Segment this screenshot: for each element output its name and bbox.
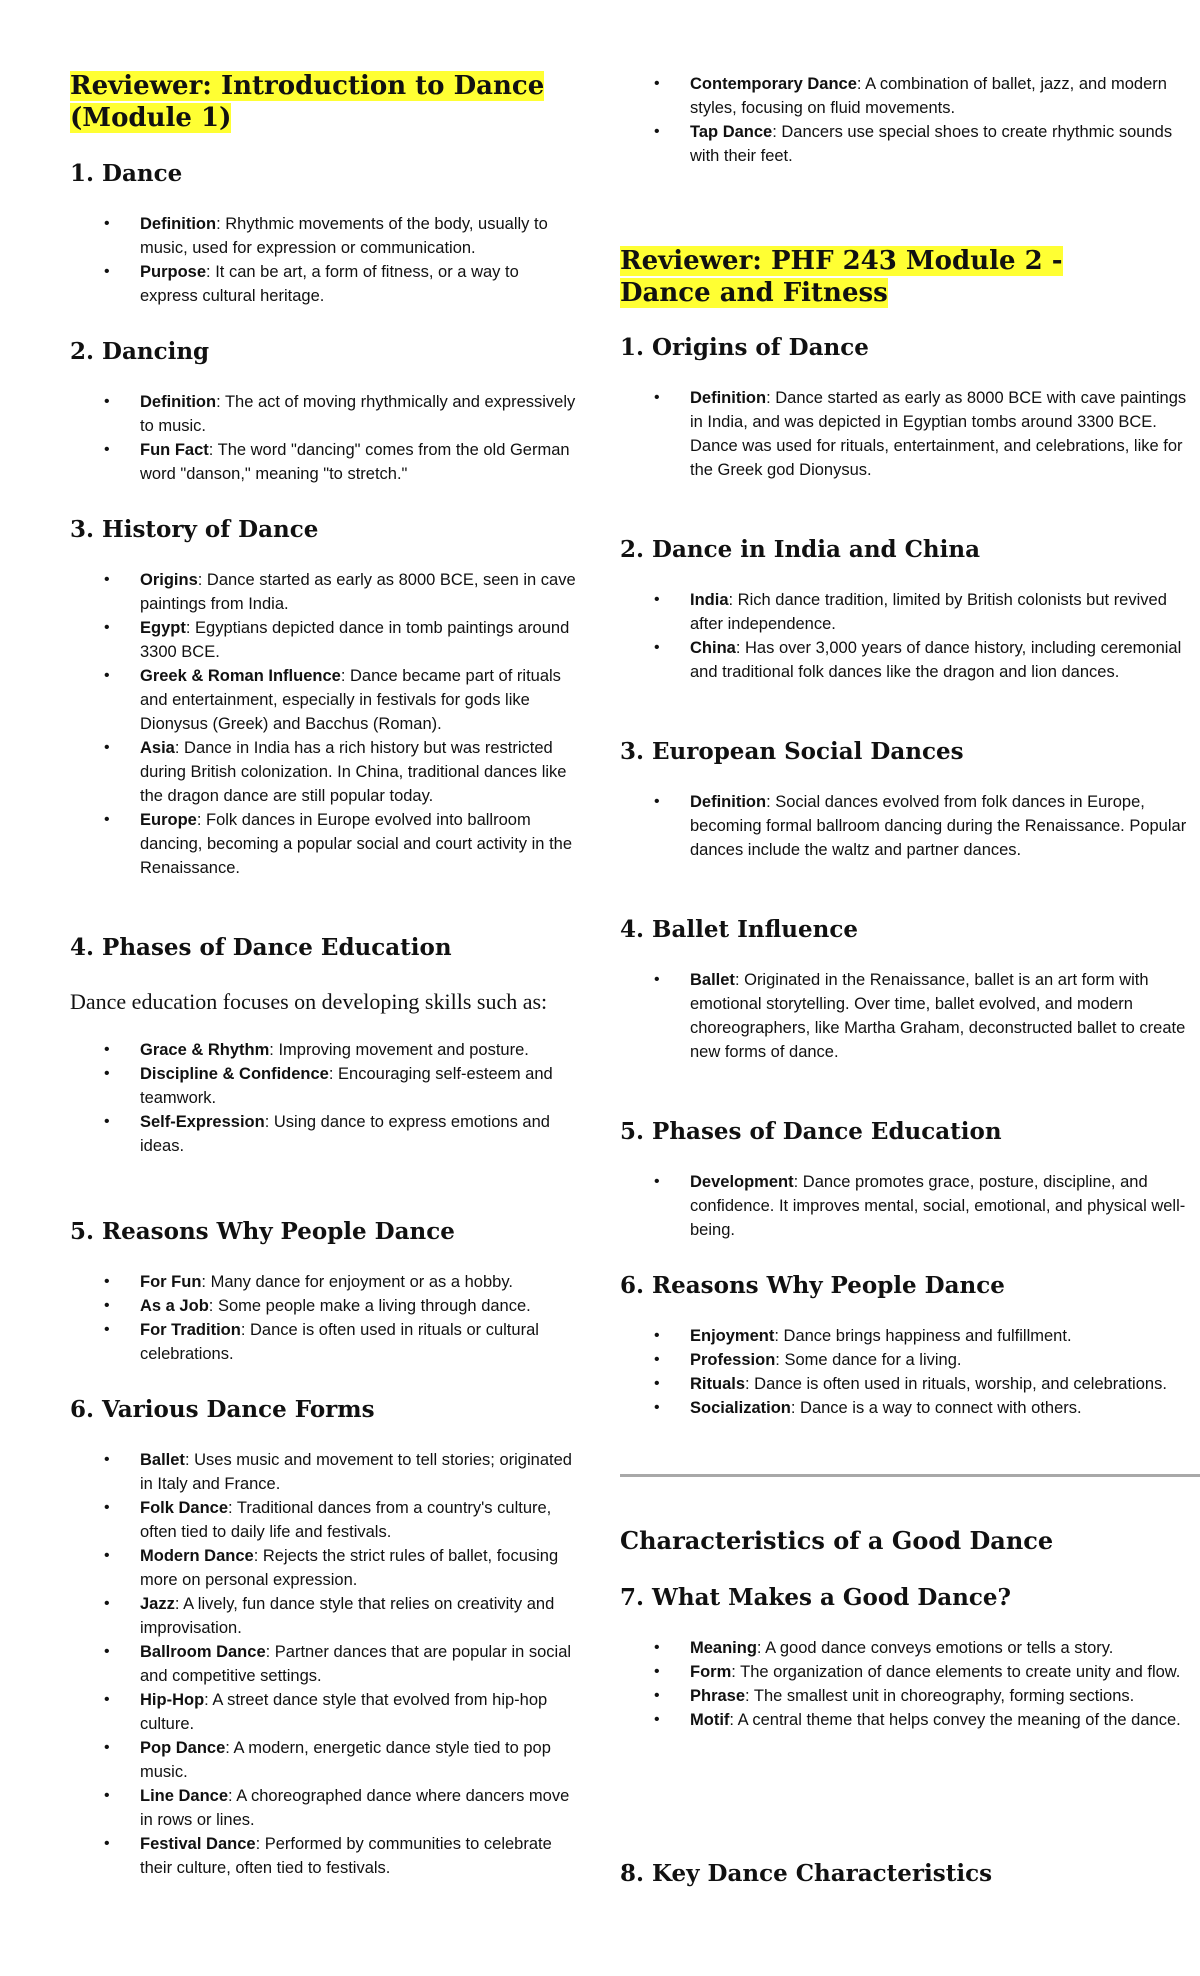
list-item: • Development: Dance promotes grace, posture, discipline, and confidence. It improves mental, social, emotional, and physical well-being.	[690, 1170, 1200, 1242]
section-heading: 4. Ballet Influence	[620, 916, 859, 943]
list-item: • Socialization: Dance is a way to connect with others.	[690, 1396, 1200, 1420]
continued-dance-forms	[620, 72, 1200, 168]
list-item: • Jazz: A lively, fun dance style that relies on creativity and improvisation.	[140, 1592, 580, 1640]
bullet-list	[620, 1636, 1200, 1732]
list-item: • Modern Dance: Rejects the strict rules of ballet, focusing more on personal expression.	[140, 1544, 580, 1592]
list-item: • Hip-Hop: A street dance style that evolved from hip-hop culture.	[140, 1688, 580, 1736]
list-item: • India: Rich dance tradition, limited by British colonists but revived after independence.	[690, 588, 1200, 636]
page-title: Characteristics of a Good Dance	[620, 1526, 1054, 1555]
bullet-list	[620, 1324, 1200, 1420]
document-title-module-1	[70, 70, 580, 134]
characteristics-title	[620, 1526, 1200, 1556]
title-line-1: Reviewer: Introduction to Dance	[70, 71, 545, 101]
list-item: • Line Dance: A choreographed dance where dancers move in rows or lines.	[140, 1784, 580, 1832]
list-item: • Motif: A central theme that helps convey the meaning of the dance.	[690, 1708, 1200, 1732]
list-item: • Phrase: The smallest unit in choreography, forming sections.	[690, 1684, 1200, 1708]
list-item: • Self-Expression: Using dance to express emotions and ideas.	[140, 1110, 580, 1158]
section-ballet-influence	[620, 916, 1200, 1064]
list-item: • Profession: Some dance for a living.	[690, 1348, 1200, 1372]
list-item: • Rituals: Dance is often used in rituals, worship, and celebrations.	[690, 1372, 1200, 1396]
list-item: • Origins: Dance started as early as 8000 BCE, seen in cave paintings from India.	[140, 568, 580, 616]
section-heading: 6. Various Dance Forms	[70, 1396, 375, 1423]
bullet-list	[620, 386, 1200, 482]
bullet-list	[620, 588, 1200, 684]
list-item: • Pop Dance: A modern, energetic dance style tied to pop music.	[140, 1736, 580, 1784]
list-item: • Form: The organization of dance elements to create unity and flow.	[690, 1660, 1200, 1684]
list-item: • Egypt: Egyptians depicted dance in tomb paintings around 3300 BCE.	[140, 616, 580, 664]
list-item: • Definition: Rhythmic movements of the body, usually to music, used for expression or communication.	[140, 212, 580, 260]
section-heading: 1. Origins of Dance	[620, 334, 869, 361]
section-reasons-why-people-dance	[70, 1218, 580, 1366]
list-item: • Ballet: Uses music and movement to tell stories; originated in Italy and France.	[140, 1448, 580, 1496]
section-phases-of-dance-education-2	[620, 1118, 1200, 1242]
section-european-social-dances	[620, 738, 1200, 862]
list-item: • For Tradition: Dance is often used in rituals or cultural celebrations.	[140, 1318, 580, 1366]
list-item: • Definition: Social dances evolved from folk dances in Europe, becoming formal ballroom dancing during the Renaissance. Popular dances include the waltz and partner dances.	[690, 790, 1200, 862]
section-heading: 7. What Makes a Good Dance?	[620, 1584, 1011, 1611]
bullet-list	[70, 1038, 580, 1158]
section-heading: 1. Dance	[70, 160, 183, 187]
list-item: • China: Has over 3,000 years of dance history, including ceremonial and traditional folk dances like the dragon and lion dances.	[690, 636, 1200, 684]
list-item: • Grace & Rhythm: Improving movement and posture.	[140, 1038, 580, 1062]
section-origins-of-dance	[620, 334, 1200, 482]
section-heading: 2. Dance in India and China	[620, 536, 981, 563]
section-phases-of-dance-education	[70, 934, 580, 1158]
list-item: • Festival Dance: Performed by communities to celebrate their culture, often tied to festivals.	[140, 1832, 580, 1880]
list-item: • Enjoyment: Dance brings happiness and fulfillment.	[690, 1324, 1200, 1348]
section-heading: 5. Reasons Why People Dance	[70, 1218, 455, 1245]
section-what-makes-a-good-dance	[620, 1584, 1200, 1732]
section-heading: 5. Phases of Dance Education	[620, 1118, 1002, 1145]
title-line-2: (Module 1)	[70, 103, 232, 133]
list-item: • Definition: The act of moving rhythmically and expressively to music.	[140, 390, 580, 438]
list-item: • Discipline & Confidence: Encouraging self-esteem and teamwork.	[140, 1062, 580, 1110]
bullet-list	[70, 390, 580, 486]
bullet-list	[620, 1170, 1200, 1242]
list-item: • As a Job: Some people make a living through dance.	[140, 1294, 580, 1318]
section-key-dance-characteristics	[620, 1860, 1200, 1888]
list-item: • Ballet: Originated in the Renaissance, ballet is an art form with emotional storytelling. Over time, ballet evolved, and modern choreographers, like Martha Graham, deconstructed ballet to create new forms of dance.	[690, 968, 1200, 1064]
bullet-list	[620, 790, 1200, 862]
document-title-module-2	[620, 245, 1200, 309]
list-item: • Meaning: A good dance conveys emotions or tells a story.	[690, 1636, 1200, 1660]
section-dancing	[70, 338, 580, 486]
list-item: • Asia: Dance in India has a rich history but was restricted during British colonization. In China, traditional dances like the dragon dance are still popular today.	[140, 736, 580, 808]
list-item: • Fun Fact: The word "dancing" comes from the old German word "danson," meaning "to stretch."	[140, 438, 580, 486]
section-heading: 2. Dancing	[70, 338, 210, 365]
section-heading: 6. Reasons Why People Dance	[620, 1272, 1005, 1299]
bullet-list	[70, 1448, 580, 1880]
bullet-list	[620, 72, 1200, 168]
bullet-list	[620, 968, 1200, 1064]
bullet-list	[70, 568, 580, 880]
title-line-1: Reviewer: PHF 243 Module 2 -	[620, 246, 1063, 276]
bullet-list	[70, 212, 580, 308]
list-item: • Contemporary Dance: A combination of ballet, jazz, and modern styles, focusing on fluid movements.	[690, 72, 1200, 120]
section-dance	[70, 160, 580, 308]
section-intro: Dance education focuses on developing skills such as:	[70, 989, 548, 1014]
list-item: • Folk Dance: Traditional dances from a country's culture, often tied to daily life and festivals.	[140, 1496, 580, 1544]
horizontal-divider	[620, 1474, 1200, 1477]
list-item: • Purpose: It can be art, a form of fitness, or a way to express cultural heritage.	[140, 260, 580, 308]
list-item: • Ballroom Dance: Partner dances that are popular in social and competitive settings.	[140, 1640, 580, 1688]
section-dance-in-india-and-china	[620, 536, 1200, 684]
section-heading: 3. History of Dance	[70, 516, 319, 543]
section-reasons-why-people-dance-2	[620, 1272, 1200, 1420]
list-item: • Tap Dance: Dancers use special shoes to create rhythmic sounds with their feet.	[690, 120, 1200, 168]
list-item: • Europe: Folk dances in Europe evolved into ballroom dancing, becoming a popular social and court activity in the Renaissance.	[140, 808, 580, 880]
section-various-dance-forms	[70, 1396, 580, 1880]
section-heading: 4. Phases of Dance Education	[70, 934, 452, 961]
list-item: • Definition: Dance started as early as 8000 BCE with cave paintings in India, and was depicted in Egyptian tombs around 3300 BCE. Dance was used for rituals, entertainment, and celebrations, like for the Greek god Dionysus.	[690, 386, 1200, 482]
list-item: • Greek & Roman Influence: Dance became part of rituals and entertainment, especially in festivals for gods like Dionysus (Greek) and Bacchus (Roman).	[140, 664, 580, 736]
section-heading: 8. Key Dance Characteristics	[620, 1860, 993, 1887]
list-item: • For Fun: Many dance for enjoyment or as a hobby.	[140, 1270, 580, 1294]
bullet-list	[70, 1270, 580, 1366]
section-history-of-dance	[70, 516, 580, 880]
section-heading: 3. European Social Dances	[620, 738, 964, 765]
title-line-2: Dance and Fitness	[620, 278, 888, 308]
